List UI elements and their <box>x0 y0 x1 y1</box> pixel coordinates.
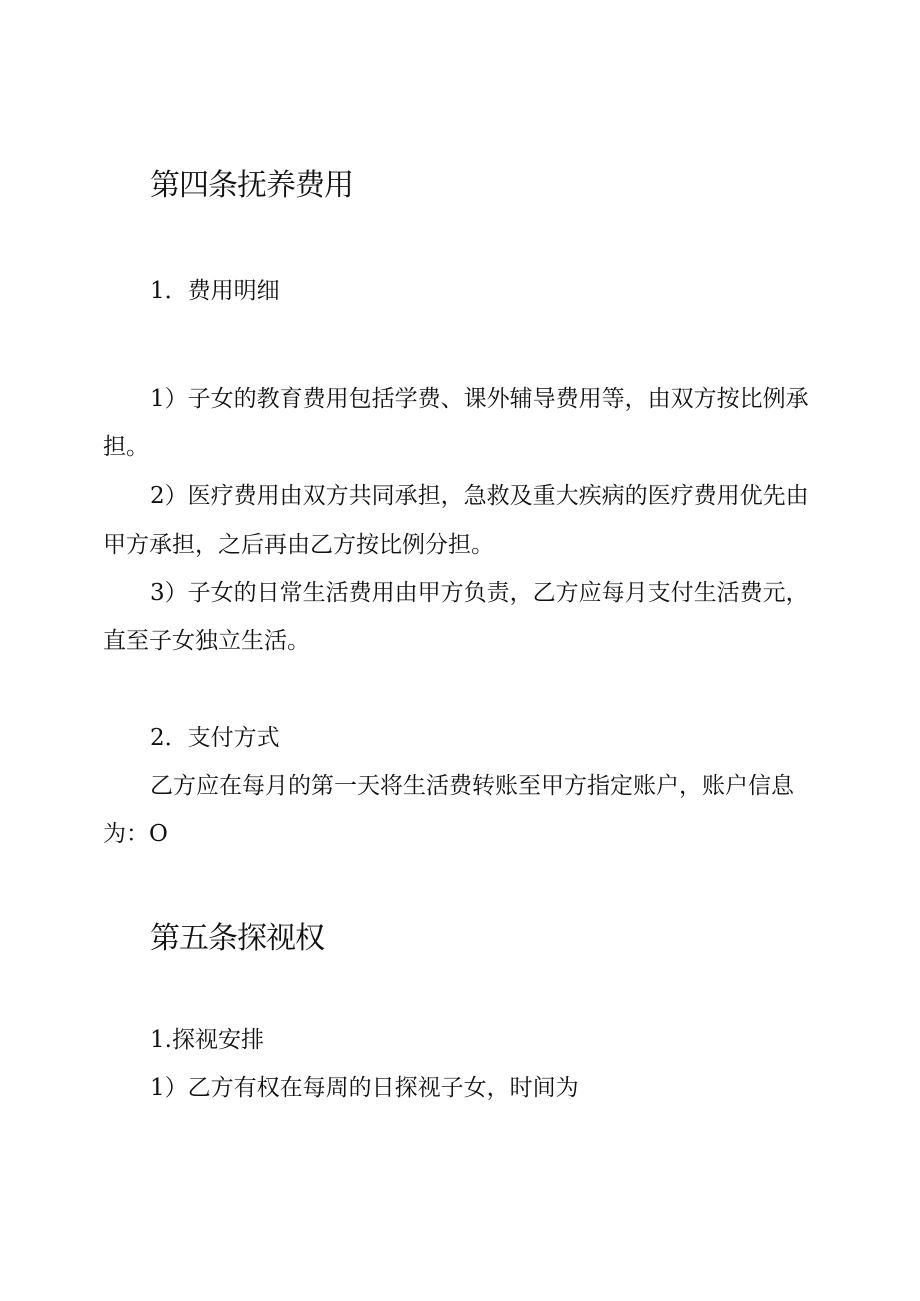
item-visit-arrangement-title: 1.探视安排 <box>150 1027 264 1053</box>
payment-method-line-1: 乙方应在每月的第一天将生活费转账至甲方指定账户，账户信息 <box>150 773 794 799</box>
medical-fee-line-2: 甲方承担，之后再由乙方按比例分担。 <box>103 532 494 558</box>
education-fee-line-1: 1）子女的教育费用包括学费、课外辅导费用等，由双方按比例承 <box>150 386 809 412</box>
item-fee-details-title: 1．费用明细 <box>150 278 280 304</box>
payment-method-line-2: 为：O <box>103 821 168 847</box>
living-fee-line-1: 3）子女的日常生活费用由甲方负责，乙方应每月支付生活费元， <box>150 580 809 606</box>
medical-fee-line-1: 2）医疗费用由双方共同承担，急救及重大疾病的医疗费用优先由 <box>150 483 809 509</box>
education-fee-line-2: 担。 <box>103 434 149 460</box>
item-payment-method-title: 2．支付方式 <box>150 725 280 751</box>
section-4-heading: 第四条抚养费用 <box>150 168 353 203</box>
section-5-heading: 第五条探视权 <box>150 921 324 956</box>
visit-arrangement-line-1: 1）乙方有权在每周的日探视子女，时间为 <box>150 1075 579 1101</box>
living-fee-line-2: 直至子女独立生活。 <box>103 628 310 654</box>
